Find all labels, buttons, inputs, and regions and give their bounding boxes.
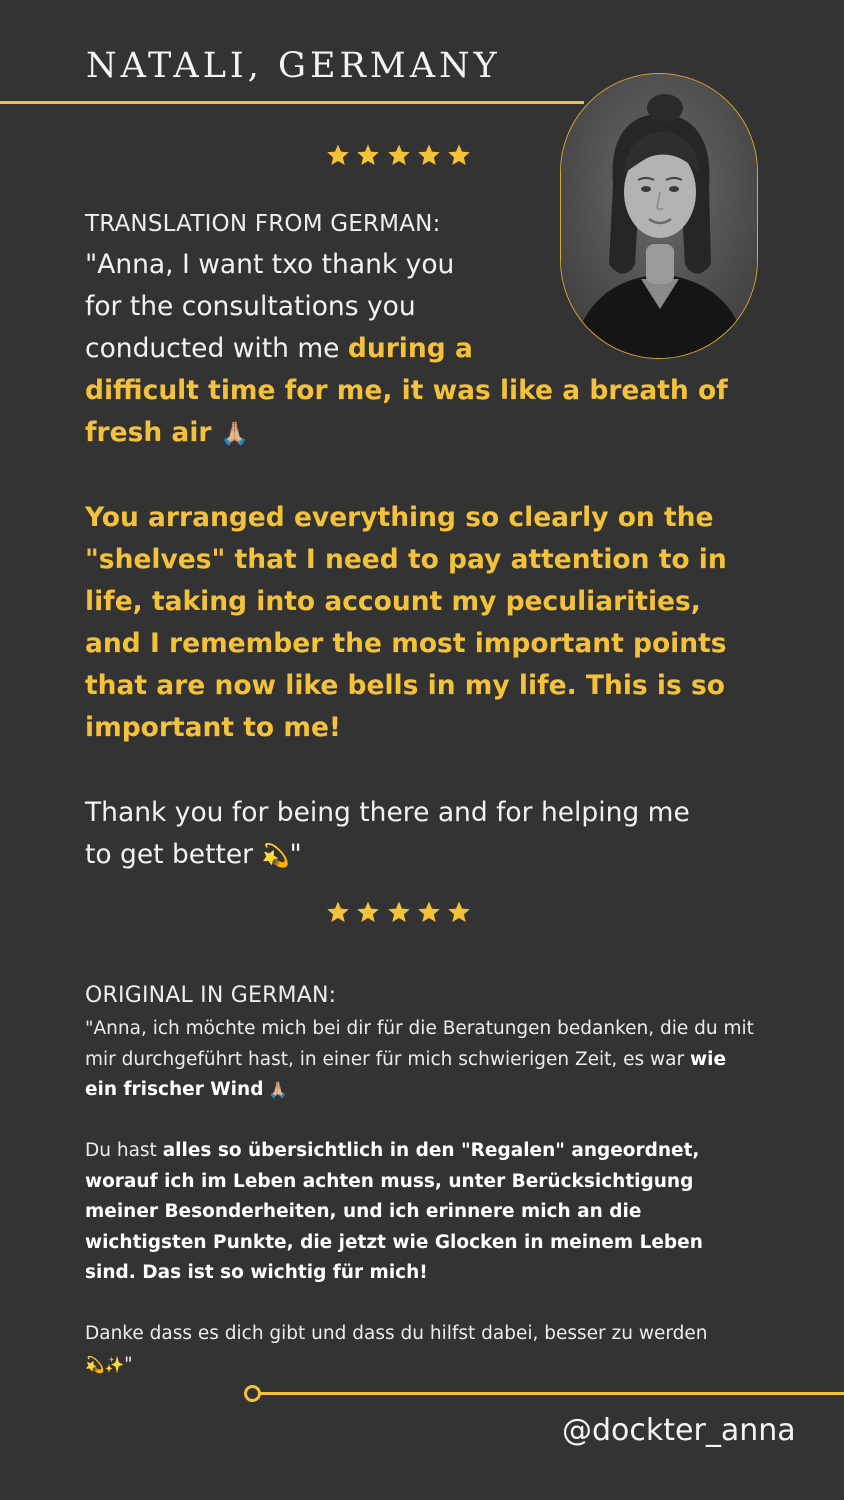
plain-text: Du hast (85, 1140, 163, 1161)
star-rating-top (326, 143, 471, 167)
plain-text: " (124, 1353, 133, 1375)
star-icon (447, 143, 471, 167)
original-paragraph-2 (85, 1136, 745, 1289)
star-icon (326, 900, 350, 924)
original-paragraph-3 (85, 1319, 725, 1380)
translation-paragraph-2: You arranged everything so clearly on the "shelves" that I need to pay attention to in life, taking into account my peculiarities, and I remember the most important points that are now like bells in my life. This is so important to me! (85, 502, 727, 743)
star-icon (356, 143, 380, 167)
bold-text: alles so übersichtlich in den "Regalen" angeordnet, worauf ich im Leben achten muss, unter Berücksichtigung meiner Besonderheiten, und ich erinnere mich an die wichtigsten Punkte, die jetzt wie Glocken in meinem Leben sind. Das ist so wichtig für mich! (85, 1140, 703, 1283)
plain-text: " (289, 839, 302, 870)
translation-label: TRANSLATION FROM GERMAN: (85, 211, 441, 237)
top-divider (0, 101, 584, 104)
translation-line: for the consultations you (85, 291, 416, 322)
plain-text: conducted with me (85, 333, 348, 364)
plain-text: to get better (85, 839, 262, 870)
translation-line (85, 834, 765, 877)
star-icon (356, 900, 380, 924)
sparkles-icon: 💫✨ (85, 1354, 125, 1374)
original-label: ORIGINAL IN GERMAN: (85, 983, 337, 1008)
bold-text: wie ein frischer Wind (85, 1048, 726, 1100)
star-icon (387, 900, 411, 924)
translation-paragraph-1 (85, 244, 765, 455)
praying-hands-icon: 🙏🏼 (220, 421, 249, 447)
highlight-line: difficult time for me, it was like a breath of (85, 375, 728, 406)
divider-ring-icon (244, 1385, 261, 1402)
plain-text: Danke dass es dich gibt und dass du hilfst dabei, besser zu werden (85, 1323, 708, 1344)
star-rating-bottom (326, 900, 471, 924)
praying-hands-icon: 🙏🏼 (263, 1080, 289, 1099)
star-icon (387, 143, 411, 167)
bottom-divider (260, 1392, 844, 1395)
translation-paragraph-3 (85, 792, 765, 877)
social-handle[interactable]: @dockter_anna (562, 1413, 796, 1448)
plain-text: "Anna, ich möchte mich bei dir für die Beratungen bedanken, die du mit mir durchgeführt hast, in einer für mich schwierigen Zeit, es war (85, 1018, 754, 1070)
star-icon (417, 143, 441, 167)
star-icon (326, 143, 350, 167)
translation-line: "Anna, I want txo thank you (85, 249, 455, 280)
star-icon (417, 900, 441, 924)
highlight-text: fresh air (85, 417, 221, 448)
dizzy-star-icon: 💫 (261, 843, 290, 869)
highlight-text: during a (347, 333, 473, 364)
reviewer-name: NATALI, GERMANY (86, 46, 501, 86)
translation-line: Thank you for being there and for helping me (85, 797, 690, 828)
translation-line (85, 328, 765, 370)
translation-line (85, 412, 765, 455)
original-paragraph-1 (85, 1014, 757, 1106)
star-icon (447, 900, 471, 924)
